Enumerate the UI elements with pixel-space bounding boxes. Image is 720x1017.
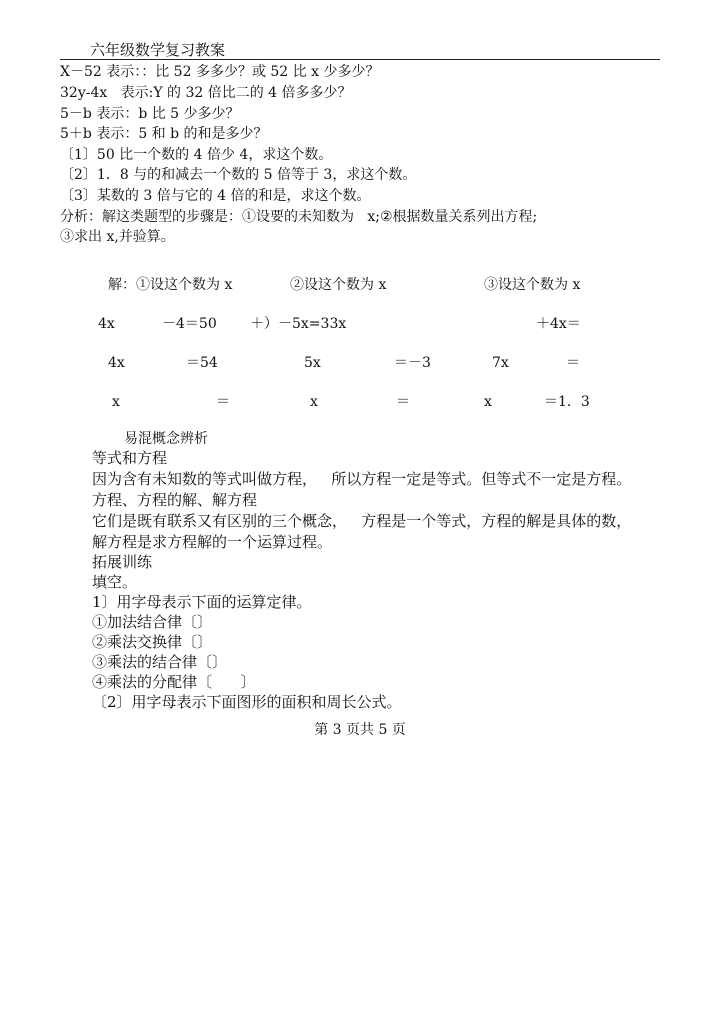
solution-row4-term-4: ＝: [396, 394, 410, 410]
problem-3: 〔3〕某数的 3 倍与它的 4 倍的和是，求这个数。: [60, 188, 371, 204]
solution-row4-term-6: ＝1．3: [544, 394, 590, 410]
header-rule: [60, 59, 660, 60]
document-header-title: 六年级数学复习教案: [90, 41, 226, 59]
solution-row3-term-3: 5x: [304, 355, 321, 371]
solution-row3-term-5: 7x: [492, 355, 509, 371]
analysis-line-2: ③求出 x,并验算。: [60, 229, 175, 245]
solution-row4-term-5: x: [484, 394, 492, 410]
solution-row3-term-2: ＝54: [186, 355, 218, 371]
solution-step-2a: ②设这个数为 x: [290, 277, 387, 293]
expression-line-2: 32y-4x 表示:Y 的 32 倍比二的 4 倍多多少？: [60, 85, 352, 101]
problem-1: 〔1〕50 比一个数的 4 倍少 4，求这个数。: [60, 147, 333, 163]
solution-row4-term-1: x: [112, 394, 120, 410]
law-item-2: ②乘法交换律〔〕: [92, 633, 213, 651]
solution-row3-term-1: 4x: [108, 355, 125, 371]
fill-blank-question-2: 〔2〕用字母表示下面图形的面积和周长公式。: [92, 693, 402, 711]
solution-row2-term-2: －4＝50: [162, 316, 217, 332]
law-item-1: ①加法结合律〔〕: [92, 613, 213, 631]
law-item-3: ③乘法的结合律〔〕: [92, 653, 228, 671]
extension-heading: 拓展训练: [92, 553, 153, 571]
concept-heading-1: 等式和方程: [92, 449, 168, 467]
problem-2: 〔2〕1．8 与的和减去一个数的 5 倍等于 3，求这个数。: [60, 167, 417, 183]
solution-step-3a: ③设这个数为 x: [484, 277, 581, 293]
expression-line-1: X－52 表示：：比 52 多多少？或 52 比 x 少多少？: [60, 64, 380, 80]
solution-row4-term-2: ＝: [216, 394, 230, 410]
expression-line-3: 5－b 表示：b 比 5 少多少？: [60, 106, 240, 122]
solution-row2-term-1: 4x: [98, 316, 115, 332]
solution-row3-term-6: ＝: [566, 355, 580, 371]
section-title-confusing-concepts: 易混概念辨析: [124, 431, 208, 447]
concept-text-2b: 解方程是求方程解的一个运算过程。: [92, 533, 333, 551]
concept-text-1: 因为含有未知数的等式叫做方程， 所以方程一定是等式。但等式不一定是方程。: [92, 470, 632, 488]
law-item-4: ④乘法的分配律〔 〕: [92, 673, 256, 691]
solution-row2-term-4: ＋4x＝: [536, 316, 581, 332]
concept-text-2a: 它们是既有联系又有区别的三个概念， 方程是一个等式，方程的解是具体的数，: [92, 512, 632, 530]
concept-heading-2: 方程、方程的解、解方程: [92, 491, 258, 509]
solution-row2-term-3: ＋）－5x=33x: [250, 316, 347, 332]
analysis-line-1: 分析：解这类题型的步骤是：①设要的未知数为 x;②根据数量关系列出方程;: [60, 209, 538, 225]
solution-row4-term-3: x: [310, 394, 318, 410]
fill-blank-heading: 填空。: [92, 573, 138, 591]
solution-step-1a: 解：①设这个数为 x: [108, 277, 233, 293]
expression-line-4: 5＋b 表示：5 和 b 的和是多少？: [60, 126, 268, 142]
page-number: 第 3 页共 5 页: [314, 722, 406, 738]
fill-blank-question-1: 1〕用字母表示下面的运算定律。: [92, 593, 312, 611]
solution-row3-term-4: ＝－3: [394, 355, 431, 371]
